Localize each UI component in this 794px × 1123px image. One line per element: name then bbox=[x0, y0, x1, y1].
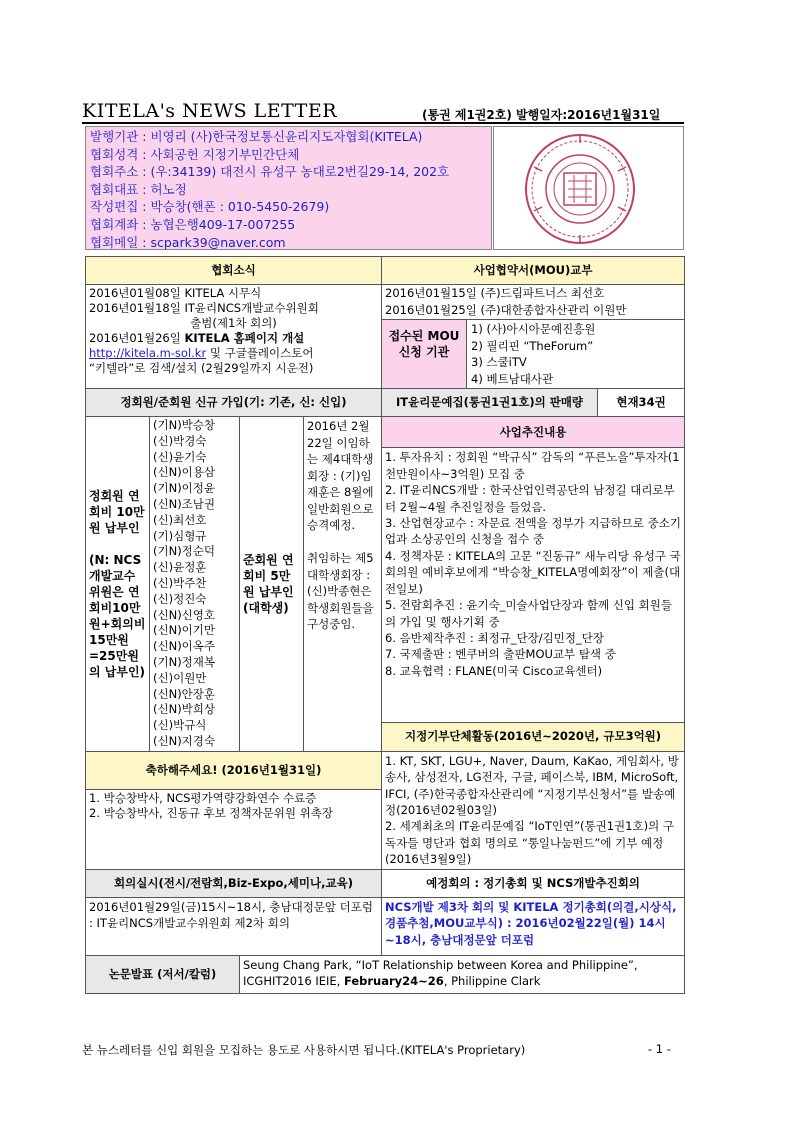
member-names: (기N)박승창 (신)박경숙 (신)윤기숙 (신N)이용삼 (기N)이정윤 (신N)조남권 (신)최선호 (기)심형규 (기N)정순덕 (신)윤정훈 (신)박주찬 (신)정진숙 (신N)신영호 (신N)이기만 (신N)이옥주 (기N)정재복 (신)이원만 (신N)안장훈 (신N)박희상 (신)박규식 (신N)지경숙 bbox=[150, 417, 240, 752]
publisher-line: 협회메일 : scpark39@naver.com bbox=[90, 234, 286, 250]
plan-item: 2. IT윤리NCS개발 : 한국산업인력공단의 남정길 대리로부터 2월~4월 추진일정을 들었음. bbox=[385, 483, 675, 514]
publisher-line: 협회대표 : 허노정 bbox=[90, 181, 187, 197]
homepage-link[interactable]: http://kitela.m-sol.kr bbox=[89, 346, 207, 360]
news-line: 출범(제1차 회의) bbox=[190, 316, 277, 330]
publisher-line: 협회계좌 : 농협은행409-17-007255 bbox=[90, 216, 296, 232]
publisher-line: 발행기관 : 비영리 (사)한국정보통신윤리지도자협회(KITELA) bbox=[90, 129, 423, 144]
mou-apply-list bbox=[467, 320, 599, 388]
mou-content bbox=[382, 285, 685, 389]
plans-header: 사업추진내용 bbox=[382, 417, 685, 448]
seal-box bbox=[493, 126, 684, 250]
mou-apply-item: 2) 필리핀 “TheForum” bbox=[471, 338, 594, 353]
associate-member-notes: 2016년 2월22일 이임하는 제4대학생회장 : (기)임재훈은 8월에 일반회원으로 승격예정. 취임하는 제5대학생회장 : (신)박종현은 학생회원들을 구성중임. bbox=[304, 417, 382, 752]
planned-content: NCS개발 제3차 회의 및 KITELA 정기총회(의결,시상식,경품추첨,MOU교부식) : 2016년02월22일(월) 14시~18시, 충남대정문앞 더포럼 bbox=[382, 897, 685, 955]
publisher-line: 협회주소 : (우:34139) 대전시 유성구 농대로2번길29-14, 202호 bbox=[90, 164, 450, 180]
mou-apply-item: 4) 베트남대사관 bbox=[471, 371, 554, 386]
plan-item: 3. 산업현장교수 : 자문료 전액을 정부가 지급하므로 중소기업과 소상공인의 신청을 접수 중 bbox=[385, 516, 681, 547]
news-line: http://kitela.m-sol.kr 및 구글플레이스토어 bbox=[89, 346, 314, 360]
planned-header: 예정회의 : 정기총회 및 NCS개발추진회의 bbox=[382, 869, 685, 897]
footer-note: 본 뉴스레터를 신입 회원을 모집하는 용도로 사용하시면 됩니다.(KITELA's Proprietary) bbox=[82, 1043, 526, 1057]
regular-member-label: 정회원 연회비 10만원 납부인 (N: NCS개발교수위원은 연회비10만원+회의비15만원=25만원의 납부인) bbox=[86, 417, 150, 752]
plan-item: 1. 투자유치 : 정회원 “박규식” 감독의 “푸른노을”투자자(1천만원이사~3억원) 모집 중 bbox=[385, 450, 680, 481]
content-table bbox=[85, 256, 685, 994]
plan-item: 7. 국제출판 : 벤쿠버의 출판MOU교부 탐색 중 bbox=[385, 647, 616, 662]
news-content bbox=[86, 285, 382, 389]
sales-count: 현재34권 bbox=[598, 389, 685, 417]
meetings-content: 2016년01월29일(금)15시~18시, 충남대정문앞 더포럼 : IT윤리NCS개발교수위원회 제2차 회의 bbox=[86, 897, 382, 955]
congrats-content: 1. 박승창박사, NCS평가역량강화연수 수료증 2. 박승창박사, 진동규 후보 정책자문위원 위촉장 bbox=[86, 790, 382, 869]
associate-member-label: 준회원 연회비 5만원 납부인 (대학생) bbox=[240, 417, 304, 752]
donation-header: 지정기부단체활동(2016년~2020년, 규모3억원) bbox=[382, 722, 685, 751]
members-header: 정회원/준회원 신규 가입(기: 기존, 신: 신입) bbox=[86, 389, 382, 417]
paper-label: 논문발표 (저서/칼럼) bbox=[86, 955, 240, 993]
publisher-line: 작성편집 : 박승창(핸폰 : 010-5450-2679) bbox=[90, 199, 330, 215]
plans-content bbox=[382, 448, 685, 722]
news-line: “키텔라”로 검색/설치 (2월29일까지 시운전) bbox=[89, 361, 314, 375]
official-seal-icon bbox=[494, 127, 683, 249]
paper-content: Seung Chang Park, “IoT Relationship between Korea and Philippine”, ICGHIT2016 IEIE, February24~26, Philippine Clark bbox=[240, 955, 685, 993]
donation-content: 1. KT, SKT, LGU+, Naver, Daum, KaKao, 게임회사, 방송사, 삼성전자, LG전자, 구글, 페이스북, IBM, MicroSoft, IFCI, (주)한국종합자산관리에 “지정기부신청서”를 발송예정(2016년02월03일) 2. 세계최초의 IT윤리문예집 “IoT인연”(통권1권1호)의 구독자들 명단과 협회 명의로 “통일나눔펀드”에 기부 예정(2016년3월9일) bbox=[382, 751, 685, 869]
title-rule bbox=[82, 122, 684, 124]
news-line: 2016년01월08일 KITELA 시무식 bbox=[89, 286, 262, 300]
news-line: 2016년01월18일 IT윤리NCS개발교수위원회 bbox=[89, 301, 319, 315]
newsletter-title: KITELA's NEWS LETTER bbox=[82, 100, 338, 122]
mou-line: 2016년01월25일 (주)대한종합자산관리 이원만 bbox=[382, 302, 684, 320]
plan-item: 4. 정책자문 : KITELA의 고문 “진동규” 새누리당 유성구 국회의원 예비후보에게 “박승창_KITELA명예회장”이 제출(대전일보) bbox=[385, 548, 681, 596]
mou-apply-label: 접수된 MOU신청 기관 bbox=[382, 320, 467, 388]
publisher-box bbox=[85, 126, 492, 250]
plan-item: 6. 음반제작추진 : 최정규_단장/김민정_단장 bbox=[385, 630, 604, 645]
publisher-line: 협회성격 : 사회공헌 지정기부민간단체 bbox=[90, 146, 300, 162]
news-header: 협회소식 bbox=[86, 257, 382, 285]
mou-line: 2016년01월15일 (주)드림파트너스 최선호 bbox=[385, 286, 605, 300]
congrats-header: 축하해주세요! (2016년1월31일) bbox=[86, 751, 382, 789]
mou-apply-item: 1) (사)아시아문예진흥원 bbox=[471, 322, 596, 336]
news-line: 2016년01월26일 KITELA 홈페이지 개설 bbox=[89, 331, 305, 345]
mou-apply-item: 3) 스쿨iTV bbox=[471, 355, 527, 369]
mou-header: 사업협약서(MOU)교부 bbox=[382, 257, 685, 285]
page-number: - 1 - bbox=[648, 1042, 671, 1056]
plan-item: 5. 전람회추진 : 윤기숙_미술사업단장과 함께 신입 회원들의 가입 및 행사기획 중 bbox=[385, 598, 672, 629]
plan-item: 8. 교육협력 : FLANE(미국 Cisco교육센터) bbox=[385, 663, 603, 678]
meetings-header: 회의실시(전시/전람회,Biz-Expo,세미나,교육) bbox=[86, 869, 382, 897]
sales-label: IT윤리문예집(통권1권1호)의 판매량 bbox=[382, 389, 598, 417]
issue-info: (통권 제1권2호) 발행일자:2016년1월31일 bbox=[422, 108, 661, 122]
